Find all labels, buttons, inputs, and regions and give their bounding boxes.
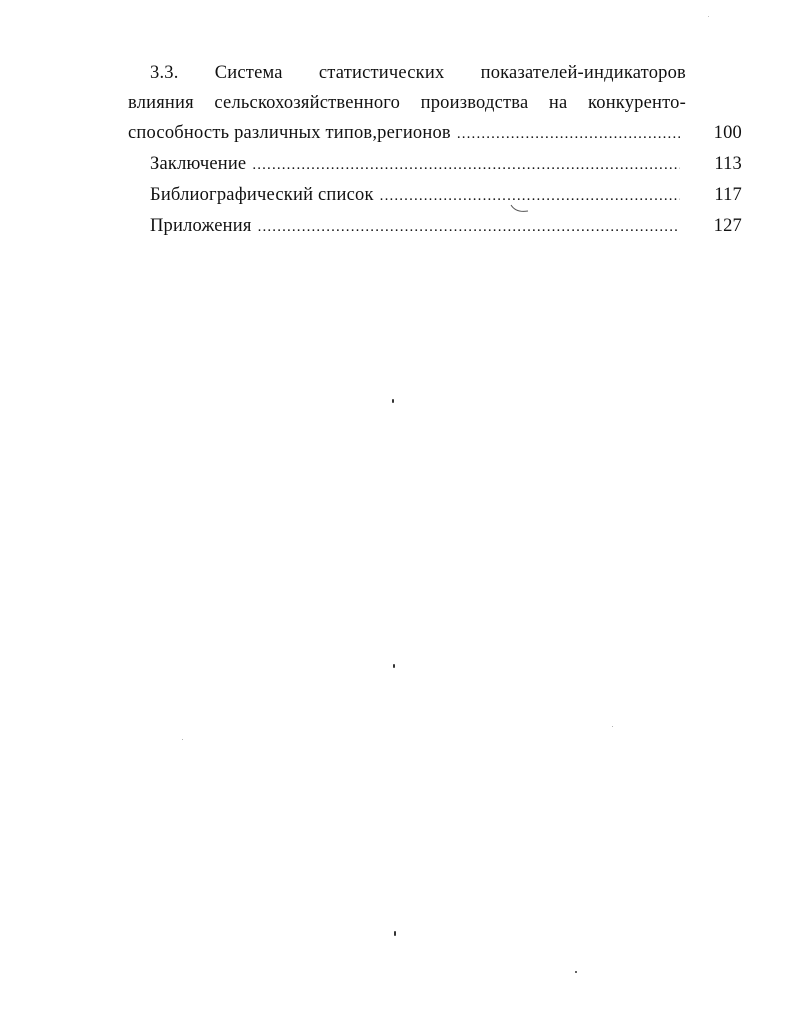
toc-entry-appendices [128, 211, 742, 242]
page-number: 117 [714, 185, 742, 205]
section-title-word: показателей-индикаторов [480, 63, 686, 83]
scan-mark [510, 203, 530, 215]
section-number: 3.3. [150, 63, 179, 83]
toc-section-3-3-line-2: влияния сельскохозяйственного производства на конкуренто- [128, 93, 686, 113]
scan-speck [575, 971, 577, 973]
dot-leader [258, 212, 680, 242]
toc-entry-bibliography [128, 180, 742, 211]
dot-leader [457, 119, 680, 149]
entry-title: Библиографический список [150, 185, 374, 205]
scan-speck [708, 16, 709, 17]
toc-section-3-3-line-3 [128, 118, 742, 149]
dot-leader [252, 150, 680, 180]
page-number: 127 [713, 216, 742, 236]
toc-section-3-3-line-1 [128, 58, 686, 88]
section-title-end: способность различных типов,регионов [128, 123, 451, 143]
page-number: 100 [713, 123, 742, 143]
table-of-contents [128, 58, 742, 242]
scan-speck [394, 931, 396, 936]
entry-title: Приложения [150, 216, 252, 236]
toc-entry-conclusion [128, 149, 742, 180]
scan-speck [393, 664, 395, 668]
section-title-word: статистических [318, 63, 445, 83]
scan-speck [182, 739, 183, 740]
page-number: 113 [714, 154, 742, 174]
entry-title: Заключение [150, 154, 247, 174]
scan-speck [612, 726, 613, 727]
section-title-word: Система [214, 63, 283, 83]
scan-speck [392, 399, 394, 403]
